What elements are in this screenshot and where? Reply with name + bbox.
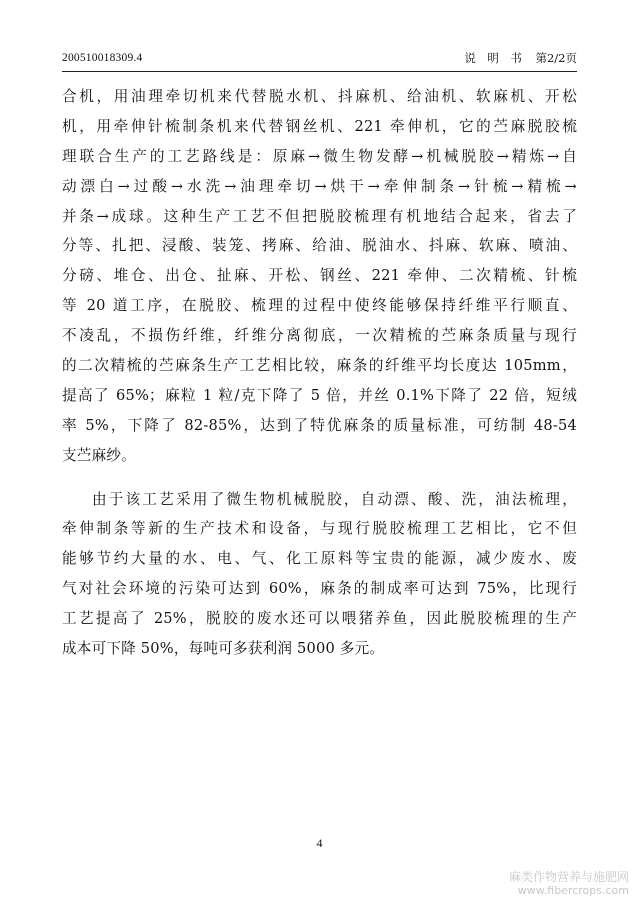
text-line: 动漂白→过酸→水洗→油理牵切→烘干→牵伸制条→针梳→精梳→ (62, 177, 577, 195)
watermark-site-name: 麻类作物营养与施肥网 (508, 870, 629, 884)
text-line: 并条→成球。这种生产工艺不但把脱胶梳理有机地结合起来，省去了 (62, 207, 577, 225)
paragraph-2 (62, 485, 577, 664)
page-info: 第2/2页 (535, 51, 577, 65)
page-header (62, 48, 577, 68)
text-line: 成本可下降 50%，每吨可多获利润 5000 多元。 (62, 640, 385, 658)
text-line: 的二次精梳的苎麻条生产工艺相比较，麻条的纤维平均长度达 105mm， (62, 357, 577, 375)
text-line: 牵伸制条等新的生产技术和设备，与现行脱胶梳理工艺相比，它不但 (62, 520, 577, 538)
text-line: 机，用牵伸针梳制条机来代替钢丝机、221 牵伸机，它的苎麻脱胶梳 (62, 117, 577, 135)
document-number: 200510018309.4 (62, 52, 143, 64)
text-line: 分磅、堆仓、出仓、扯麻、开松、钢丝、221 牵伸、二次精梳、针梳 (62, 267, 577, 285)
paragraph-1 (62, 82, 577, 471)
text-line: 支苎麻纱。 (62, 446, 136, 464)
text-line: 率 5%，下降了 82-85%，达到了特优麻条的质量标准，可纺制 48-54 (62, 416, 577, 434)
text-line: 理联合生产的工艺路线是：原麻→微生物发酵→机械脱胶→精炼→自 (62, 147, 577, 165)
text-line: 气对社会环境的污染可达到 60%，麻条的制成率可达到 75%，比现行 (62, 580, 577, 598)
description-body (62, 82, 577, 664)
text-line: 分等、扎把、浸酸、装笼、拷麻、给油、脱油水、抖麻、软麻、喷油、 (62, 237, 577, 255)
header-divider (62, 71, 577, 72)
text-line: 由于该工艺采用了微生物机械脱胶，自动漂、酸、洗，油法梳理， (92, 490, 577, 508)
text-line: 等 20 道工序，在脱胶、梳理的过程中使终能够保持纤维平行顺直、 (62, 297, 577, 315)
text-line: 工艺提高了 25%，脱胶的废水还可以喂猪养鱼，因此脱胶梳理的生产 (62, 610, 577, 628)
text-line: 能够节约大量的水、电、气、化工原料等宝贵的能源，减少废水、废 (62, 550, 577, 568)
watermark-site-url: www.fibercrops.com (517, 884, 629, 897)
text-line: 提高了 65%；麻粒 1 粒/克下降了 5 倍，并丝 0.1%下降了 22 倍，短绒 (62, 386, 577, 404)
site-watermark (509, 870, 629, 898)
header-right (456, 48, 577, 68)
page-number: 4 (316, 836, 323, 850)
paragraph-gap (62, 471, 577, 485)
text-line: 不凌乱，不损伤纤维，纤维分离彻底，一次精梳的苎麻条质量与现行 (62, 327, 577, 345)
text-line: 合机，用油理牵切机来代替脱水机、抖麻机、给油机、软麻机、开松 (62, 88, 577, 105)
document-type-label: 说 明 书 (464, 51, 522, 65)
